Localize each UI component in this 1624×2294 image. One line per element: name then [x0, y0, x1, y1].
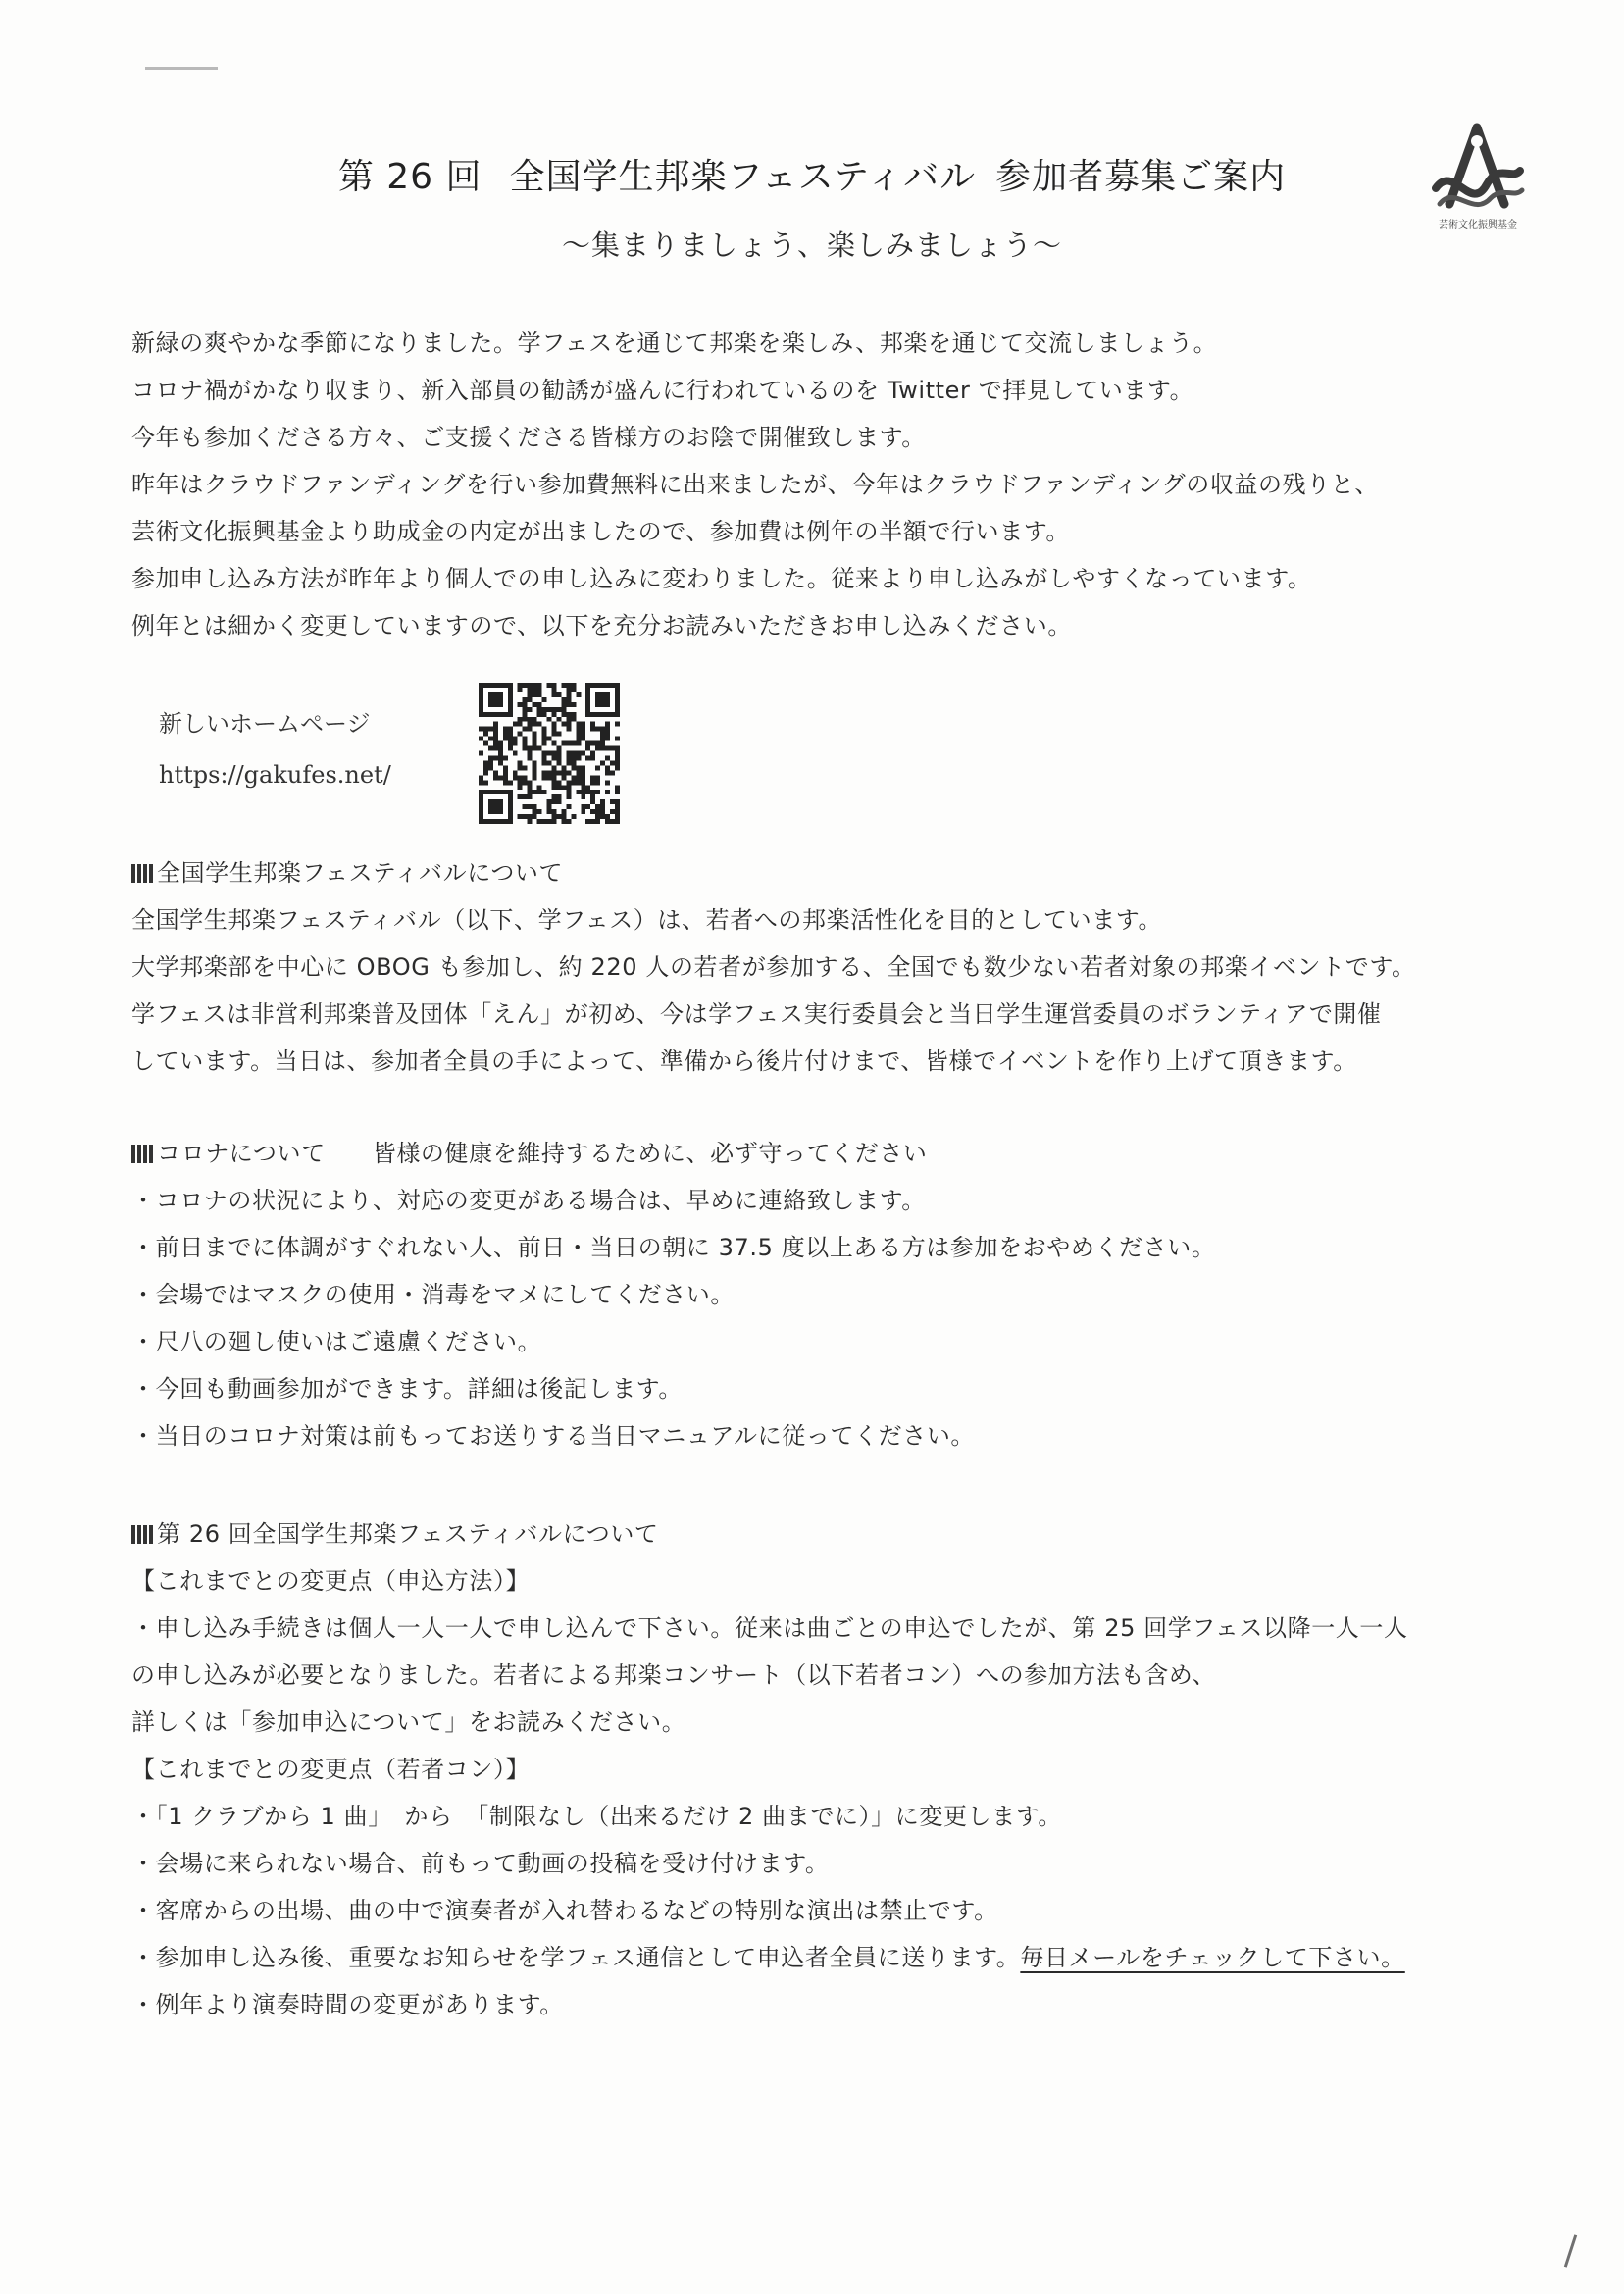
corona-item: ・コロナの状況により、対応の変更がある場合は、早めに連絡致します。 — [131, 1187, 926, 1214]
corona-item: ・尺八の廻し使いはご遠慮ください。 — [131, 1328, 542, 1355]
about-heading — [131, 849, 1544, 896]
festival-heading-text: 第 26 回全国学生邦楽フェスティバルについて — [157, 1520, 659, 1548]
change-apply-line: の申し込みが必要となりました。若者による邦楽コンサート（以下若者コン）への参加方法も含め、 — [131, 1661, 1217, 1689]
corona-item: ・前日までに体調がすぐれない人、前日・当日の朝に 37.5 度以上ある方は参加をおやめください。 — [131, 1234, 1216, 1261]
notice-text: ・参加申し込み後、重要なお知らせを学フェス通信として申込者全員に送ります。 — [131, 1944, 1021, 1971]
festival-heading — [131, 1510, 1544, 1557]
title-name: 全国学生邦楽フェスティバル — [509, 157, 977, 197]
change-concert-heading: 【これまでとの変更点（若者コン）】 — [131, 1756, 531, 1783]
change-concert-line: ・例年より演奏時間の変更があります。 — [131, 1991, 564, 2018]
title-suffix: 参加者募集ご案内 — [995, 157, 1287, 197]
section-marker-icon — [131, 864, 153, 883]
section-marker-icon — [131, 1145, 153, 1163]
change-apply-line: 詳しくは「参加申込について」をお読みください。 — [131, 1708, 686, 1736]
corona-section — [131, 1130, 1544, 1459]
corona-heading-text: コロナについて — [157, 1140, 326, 1167]
section-marker-icon — [131, 1525, 153, 1544]
notice-line — [131, 1934, 1544, 1981]
page-subtitle: 〜集まりましょう、楽しみましょう〜 — [561, 229, 1062, 262]
about-line: 大学邦楽部を中心に OBOG も参加し、約 220 人の若者が参加する、全国でも数少ない若者対象の邦楽イベントです。 — [131, 953, 1416, 981]
corona-item: ・今回も動画参加ができます。詳細は後記します。 — [131, 1375, 683, 1402]
scan-mark — [145, 67, 218, 70]
about-line: 学フェスは非営利邦楽普及団体「えん」が初め、今は学フェス実行委員会と当日学生運営委員のボランティアで開催 — [131, 1000, 1382, 1028]
intro-line: 参加申し込み方法が昨年より個人での申し込みに変わりました。従来より申し込みがしやすくなっています。 — [131, 565, 1312, 592]
scan-mark — [1564, 2234, 1577, 2267]
corona-item: ・当日のコロナ対策は前もってお送りする当日マニュアルに従ってください。 — [131, 1422, 976, 1450]
intro-line: 今年も参加くださる方々、ご支援くださる皆様方のお陰で開催致します。 — [131, 424, 926, 451]
intro-line: コロナ禍がかなり収まり、新入部員の勧誘が盛んに行われているのを Twitter で拝見しています。 — [131, 377, 1194, 404]
logo-caption: 芸術文化振興基金 — [1439, 220, 1517, 230]
change-apply-line: ・申し込み手続きは個人一人一人で申し込んで下さい。従来は曲ごとの申込でしたが、第 25 回学フェス以降一人一人 — [131, 1614, 1408, 1642]
intro-line: 例年とは細かく変更していますので、以下を充分お読みいただきお申し込みください。 — [131, 612, 1072, 639]
change-concert-line: ・「1 クラブから 1 曲」 から 「制限なし（出来るだけ 2 曲までに）」に変更します。 — [131, 1803, 1063, 1830]
qr-code-icon[interactable] — [479, 683, 620, 824]
change-concert-line: ・客席からの出場、曲の中で演奏者が入れ替わるなどの特別な演出は禁止です。 — [131, 1897, 998, 1924]
intro-line: 昨年はクラウドファンディングを行い参加費無料に出来ましたが、今年はクラウドファンディングの収益の残りと、 — [131, 471, 1379, 498]
about-section — [131, 849, 1544, 1085]
about-line: 全国学生邦楽フェスティバル（以下、学フェス）は、若者への邦楽活性化を目的としています。 — [131, 906, 1163, 934]
about-line: しています。当日は、参加者全員の手によって、準備から後片付けまで、皆様でイベントを作り上げて頂きます。 — [131, 1047, 1357, 1075]
homepage-url[interactable]: https://gakufes.net/ — [159, 761, 391, 789]
corona-heading-note: 皆様の健康を維持するために、必ず守ってください — [372, 1140, 928, 1167]
homepage-label: 新しいホームページ — [159, 710, 371, 738]
arts-fund-logo-icon — [1426, 120, 1528, 231]
check-mail-notice: 毎日メールをチェックして下さい。 — [1020, 1944, 1405, 1971]
corona-heading — [131, 1130, 1544, 1177]
about-heading-text: 全国学生邦楽フェスティバルについて — [157, 859, 564, 887]
page-title — [0, 149, 1624, 199]
intro-line: 芸術文化振興基金より助成金の内定が出ましたので、参加費は例年の半額で行います。 — [131, 518, 1070, 545]
corona-item: ・会場ではマスクの使用・消毒をマメにしてください。 — [131, 1281, 735, 1308]
change-concert-line: ・会場に来られない場合、前もって動画の投稿を受け付けます。 — [131, 1850, 830, 1877]
intro-paragraph — [131, 320, 1544, 649]
homepage-block — [159, 698, 391, 800]
festival-section — [131, 1510, 1544, 2028]
title-number: 第 26 回 — [337, 157, 482, 197]
change-apply-heading: 【これまでとの変更点（申込方法）】 — [131, 1567, 531, 1595]
intro-line: 新緑の爽やかな季節になりました。学フェスを通じて邦楽を楽しみ、邦楽を通じて交流しましょう。 — [131, 330, 1218, 357]
